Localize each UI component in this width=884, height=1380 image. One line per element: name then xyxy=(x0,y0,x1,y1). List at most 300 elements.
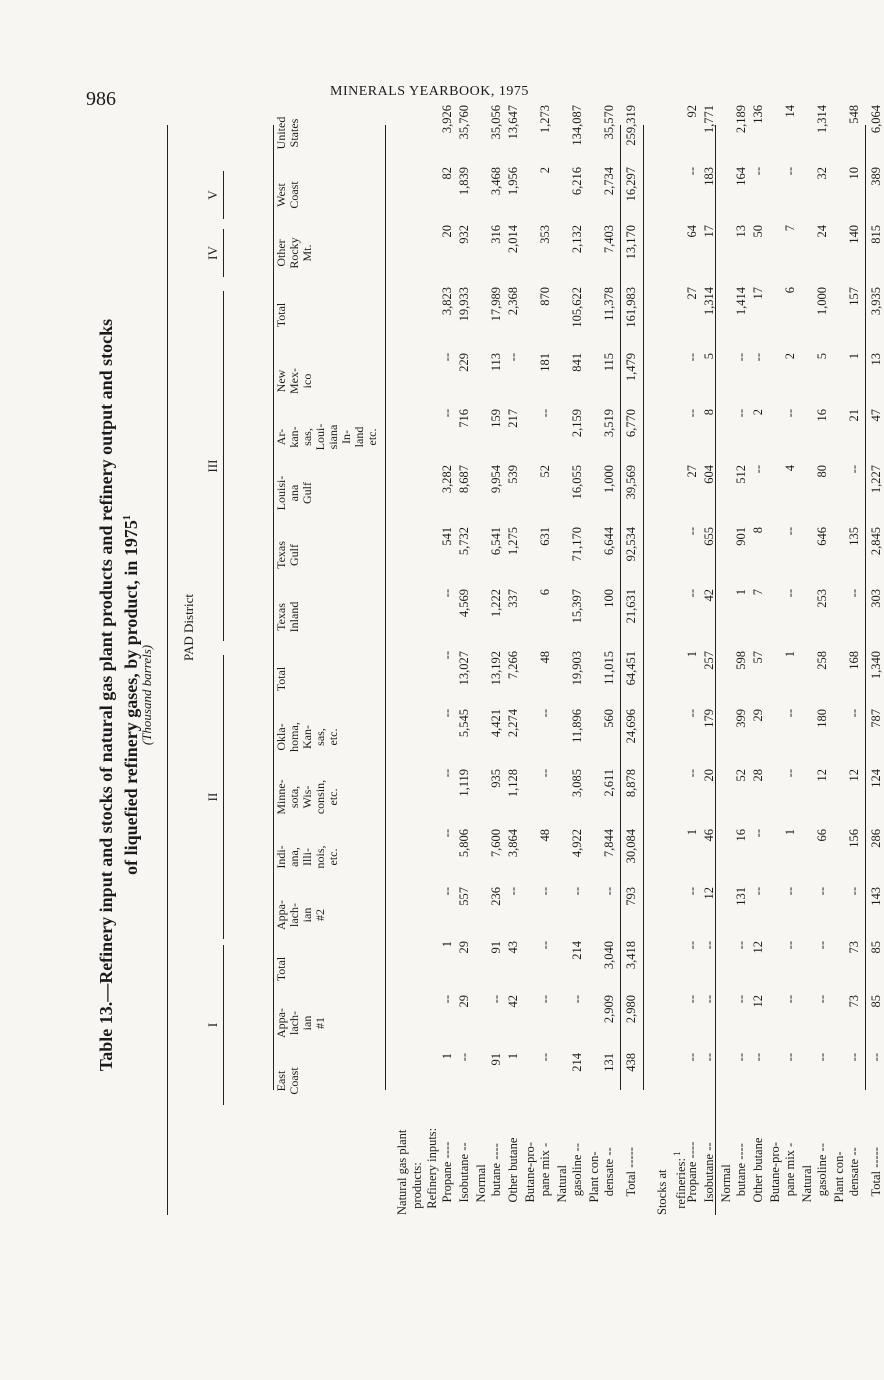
table-row-cell: 42 xyxy=(506,995,520,1008)
table-row-cell: 12 xyxy=(815,769,829,782)
table-row-cell: 1 xyxy=(734,589,748,596)
table-row-cell: 2,909 xyxy=(602,995,616,1024)
table-row-cell: 28 xyxy=(751,769,765,782)
table-row-cell: 229 xyxy=(457,353,471,372)
table-row-cell: -- xyxy=(847,887,861,896)
table-row-cell: 20 xyxy=(440,225,454,238)
table-row-cell: 3,468 xyxy=(489,167,503,196)
table-row-cell: 2,132 xyxy=(570,225,584,254)
table-row-cell: 52 xyxy=(734,769,748,782)
table-row-cell: 2,734 xyxy=(602,167,616,196)
table-row-cell: 16 xyxy=(734,829,748,842)
column-header: Okla- homa, Kan- sas, etc. xyxy=(274,722,340,752)
table-row-cell: 181 xyxy=(538,353,552,372)
table-row-cell: 1,414 xyxy=(734,287,748,316)
table-row-cell: -- xyxy=(751,887,765,896)
table-row-cell: -- xyxy=(440,353,454,362)
total-rule-1 xyxy=(620,125,621,1090)
table-row-cell: 57 xyxy=(751,651,765,664)
table-row-cell: 548 xyxy=(847,105,861,124)
table-row-cell: 7,403 xyxy=(602,225,616,254)
table-row-cell: -- xyxy=(815,941,829,950)
table-row-cell: -- xyxy=(702,941,716,950)
table-row-cell: -- xyxy=(538,409,552,418)
column-header: East Coast xyxy=(274,1067,301,1095)
table-row-cell: 8 xyxy=(751,527,765,534)
table-row-cell: 236 xyxy=(489,887,503,906)
table-row-cell: 337 xyxy=(506,589,520,608)
table-row-cell: -- xyxy=(506,353,520,362)
table-row-cell: 12 xyxy=(702,887,716,900)
total-row-cell: 259,319 xyxy=(624,105,638,146)
table-row-cell: 135 xyxy=(847,527,861,546)
total-row-cell: 13,170 xyxy=(624,225,638,260)
table-row-cell: -- xyxy=(685,167,699,176)
table-row-cell: 17,989 xyxy=(489,287,503,322)
table-row-cell: 12 xyxy=(847,769,861,782)
column-header: West Coast xyxy=(274,181,301,209)
total-row-cell: 143 xyxy=(869,887,883,906)
table-row-cell: 4 xyxy=(783,465,797,472)
pad-district-header: PAD District xyxy=(181,593,196,662)
table-row-cell: -- xyxy=(783,769,797,778)
table-row-cell: 1 xyxy=(440,941,454,948)
table-row-cell: 598 xyxy=(734,651,748,670)
table-row-cell: -- xyxy=(783,995,797,1004)
table-row-cell: -- xyxy=(440,409,454,418)
column-header: Total xyxy=(274,956,288,982)
title-footnote-mark: 1 xyxy=(122,515,133,521)
table-row-cell: 113 xyxy=(489,353,503,372)
table-row-cell: 1,839 xyxy=(457,167,471,196)
table-row-cell: -- xyxy=(538,1053,552,1062)
row-label: densate -- xyxy=(602,1147,616,1215)
table-row-cell: 180 xyxy=(815,709,829,728)
table-row-cell: 13,027 xyxy=(457,651,471,686)
total-rule-1b xyxy=(643,125,644,1090)
table-row-cell: 1,314 xyxy=(702,287,716,316)
table-row-cell: -- xyxy=(685,941,699,950)
table-row-cell: -- xyxy=(538,709,552,718)
table-row-cell: 214 xyxy=(570,941,584,960)
table-row-cell: -- xyxy=(783,1053,797,1062)
table-row-cell: -- xyxy=(734,409,748,418)
table-row-cell: 48 xyxy=(538,651,552,664)
table-row-cell: 11,896 xyxy=(570,709,584,743)
table-row-cell: -- xyxy=(440,651,454,660)
table-row-cell: -- xyxy=(751,353,765,362)
row-label: pane mix - xyxy=(538,1142,552,1215)
table-row-cell: 179 xyxy=(702,709,716,728)
table-row-cell: 539 xyxy=(506,465,520,484)
table-row-cell: 7,266 xyxy=(506,651,520,680)
table-row-cell: 105,622 xyxy=(570,287,584,328)
table-row-cell: 29 xyxy=(751,709,765,722)
table-row-cell: 136 xyxy=(751,105,765,124)
total-row-cell: 2,980 xyxy=(624,995,638,1024)
column-header: United States xyxy=(274,116,301,150)
table-row-cell: 7 xyxy=(751,589,765,596)
table-row-cell: 716 xyxy=(457,409,471,428)
table-row-cell: 604 xyxy=(702,465,716,484)
total-row-cell: 92,534 xyxy=(624,527,638,562)
table-row-cell: 140 xyxy=(847,225,861,244)
table-row-cell: 1,275 xyxy=(506,527,520,556)
table-row-cell: -- xyxy=(847,709,861,718)
row-label: Butane-pro- xyxy=(523,1142,537,1215)
table-row-cell: 257 xyxy=(702,651,716,670)
table-row-cell: 5 xyxy=(815,353,829,360)
table-row-cell: 1,956 xyxy=(506,167,520,196)
table-row-cell: 1,314 xyxy=(815,105,829,134)
table-row-cell: 71,170 xyxy=(570,527,584,562)
table-row-cell: 3,926 xyxy=(440,105,454,134)
table-title xyxy=(95,125,142,1265)
table-row-cell: 1 xyxy=(685,829,699,836)
table-row-cell: 3,085 xyxy=(570,769,584,798)
table-row-cell: 134,087 xyxy=(570,105,584,146)
row-label: Natural xyxy=(555,1165,569,1215)
column-header: Minne- sota, Wis- consin, etc. xyxy=(274,779,340,815)
table-row-cell: 35,570 xyxy=(602,105,616,140)
table-row-cell: 870 xyxy=(538,287,552,306)
total-row-cell: 64,451 xyxy=(624,651,638,686)
table-row-cell: -- xyxy=(440,887,454,896)
table-row-cell: -- xyxy=(847,589,861,598)
district-rule-1 xyxy=(223,945,224,1105)
table-row-cell: 48 xyxy=(538,829,552,842)
table-row-cell: 32 xyxy=(815,167,829,180)
table-row-cell: -- xyxy=(734,1053,748,1062)
table-row-cell: 1,000 xyxy=(602,465,616,494)
table-row-cell: 13,647 xyxy=(506,105,520,140)
table-row-cell: -- xyxy=(734,995,748,1004)
row-label: Isobutane -- xyxy=(457,1142,471,1215)
table-row-cell: 8 xyxy=(702,409,716,416)
table-row-cell: 131 xyxy=(602,1053,616,1072)
total-row-cell: 1,479 xyxy=(624,353,638,382)
total-row-cell: 2,845 xyxy=(869,527,883,556)
total-row-cell: 6,064 xyxy=(869,105,883,134)
column-header: Ar- kan- sas, Loui- siana In- land etc. xyxy=(274,423,379,451)
table-row-cell: -- xyxy=(489,995,503,1004)
table-row-cell: -- xyxy=(815,995,829,1004)
table-row-cell: 399 xyxy=(734,709,748,728)
table-row-cell: 1,128 xyxy=(506,769,520,798)
column-header: New Mex- ico xyxy=(274,368,314,394)
total-row-cell: 815 xyxy=(869,225,883,244)
table-row-cell: 2,189 xyxy=(734,105,748,134)
table-row-cell: 560 xyxy=(602,709,616,728)
row-label: Normal xyxy=(719,1164,733,1215)
table-row-cell: 932 xyxy=(457,225,471,244)
table-row-cell: -- xyxy=(783,589,797,598)
table-row-cell: 2,159 xyxy=(570,409,584,438)
top-rule xyxy=(167,125,168,1215)
district-label-3: III xyxy=(205,459,220,473)
table-row-cell: -- xyxy=(506,887,520,896)
district-label-4: IV xyxy=(205,246,220,260)
total-row-cell: 85 xyxy=(869,941,883,954)
table-row-cell: 7,844 xyxy=(602,829,616,858)
total-row-cell: 24,696 xyxy=(624,709,638,744)
table-row-cell: 1,000 xyxy=(815,287,829,316)
total-row-cell: 47 xyxy=(869,409,883,422)
total-row-cell: 39,569 xyxy=(624,465,638,500)
page-number: 986 xyxy=(86,88,116,110)
table-row-cell: 19,903 xyxy=(570,651,584,686)
district-rule-5 xyxy=(223,171,224,219)
table-row-cell: 258 xyxy=(815,651,829,670)
table-row-cell: 6 xyxy=(538,589,552,596)
total-rule-2 xyxy=(865,125,866,1090)
table-row-cell: 1 xyxy=(440,1053,454,1060)
table-row-cell: -- xyxy=(685,589,699,598)
total-row-cell: 8,878 xyxy=(624,769,638,798)
table-row-cell: -- xyxy=(751,167,765,176)
table-row-cell: 91 xyxy=(489,941,503,954)
table-row-cell: 214 xyxy=(570,1053,584,1072)
total-row-cell: 30,084 xyxy=(624,829,638,864)
table-row-cell: 157 xyxy=(847,287,861,306)
table-row-cell: 6,644 xyxy=(602,527,616,556)
table-row-cell: -- xyxy=(751,465,765,474)
table-row-cell: 557 xyxy=(457,887,471,906)
table-row-cell: 92 xyxy=(685,105,699,118)
table-row-cell: 646 xyxy=(815,527,829,546)
table-row-cell: 15,397 xyxy=(570,589,584,624)
table-row-cell: 3,040 xyxy=(602,941,616,970)
table-row-cell: 66 xyxy=(815,829,829,842)
table-row-cell: 27 xyxy=(685,465,699,478)
table-row-cell: 512 xyxy=(734,465,748,484)
table-row-cell: 3,519 xyxy=(602,409,616,438)
column-header: Indi- ana, Illi- nois, etc. xyxy=(274,845,340,869)
total-label: Total ----- xyxy=(624,1147,638,1215)
table-row-cell: 1,771 xyxy=(702,105,716,134)
row-label: Plant con- xyxy=(587,1151,601,1215)
total-row-cell: 6,770 xyxy=(624,409,638,438)
table-row-cell: 7 xyxy=(783,225,797,232)
total-row-cell: 1,227 xyxy=(869,465,883,494)
row-label: Plant con- xyxy=(832,1151,846,1215)
table-row-cell: 6,216 xyxy=(570,167,584,196)
district-rule-2 xyxy=(223,655,224,939)
row-label: densate -- xyxy=(847,1147,861,1215)
table-row-cell: -- xyxy=(783,409,797,418)
table-row-cell: 3,823 xyxy=(440,287,454,316)
section-heading: Refinery inputs: xyxy=(425,1127,439,1215)
table-row-cell: 2 xyxy=(538,167,552,174)
table-row-cell: 631 xyxy=(538,527,552,546)
table-row-cell: 73 xyxy=(847,995,861,1008)
table-row-cell: 1 xyxy=(783,651,797,658)
table-row-cell: 1,273 xyxy=(538,105,552,134)
table-row-cell: 91 xyxy=(489,1053,503,1066)
total-row-cell: 438 xyxy=(624,1053,638,1072)
row-label: Propane ---- xyxy=(440,1141,454,1215)
rotated-table xyxy=(95,105,883,1265)
total-row-cell: 161,983 xyxy=(624,287,638,328)
table-row-cell: 159 xyxy=(489,409,503,428)
section-heading: products: xyxy=(410,1162,424,1215)
table-row-cell: 4,922 xyxy=(570,829,584,858)
table-row-cell: -- xyxy=(685,409,699,418)
row-label: Butane-pro- xyxy=(768,1142,782,1215)
table-row-cell: 13 xyxy=(734,225,748,238)
table-row-cell: -- xyxy=(685,709,699,718)
table-row-cell: 2 xyxy=(783,353,797,360)
table-row-cell: 35,056 xyxy=(489,105,503,140)
table-row-cell: 2,611 xyxy=(602,769,616,797)
table-row-cell: 29 xyxy=(457,941,471,954)
table-row-cell: 156 xyxy=(847,829,861,848)
total-row-cell: 13 xyxy=(869,353,883,366)
table-row-cell: 8,687 xyxy=(457,465,471,494)
total-label: Total ----- xyxy=(869,1147,883,1215)
table-row-cell: -- xyxy=(538,941,552,950)
table-row-cell: 5,806 xyxy=(457,829,471,858)
table-row-cell: 1 xyxy=(783,829,797,836)
table-row-cell: 13,192 xyxy=(489,651,503,686)
row-label: gasoline -- xyxy=(570,1143,584,1215)
table-row-cell: 24 xyxy=(815,225,829,238)
row-label: Propane ---- xyxy=(685,1141,699,1215)
table-row-cell: -- xyxy=(702,1053,716,1062)
table-row-cell: 841 xyxy=(570,353,584,372)
table-row-cell: 253 xyxy=(815,589,829,608)
table-row-cell: -- xyxy=(538,995,552,1004)
row-label: butane ---- xyxy=(734,1143,748,1215)
table-row-cell: 20 xyxy=(702,769,716,782)
table-row-cell: -- xyxy=(685,769,699,778)
table-row-cell: -- xyxy=(783,941,797,950)
table-row-cell: -- xyxy=(685,887,699,896)
column-header: Texas Inland xyxy=(274,601,301,633)
table-row-cell: 12 xyxy=(751,995,765,1008)
table-row-cell: 316 xyxy=(489,225,503,244)
total-row-cell: 389 xyxy=(869,167,883,186)
table-row-cell: 1 xyxy=(685,651,699,658)
district-label-2: II xyxy=(205,792,220,802)
table-row-cell: -- xyxy=(538,769,552,778)
table-row-cell: 901 xyxy=(734,527,748,546)
column-header: Texas Gulf xyxy=(274,541,301,569)
table-row-cell: 16 xyxy=(815,409,829,422)
table-row-cell: -- xyxy=(457,1053,471,1062)
column-header: Total xyxy=(274,302,288,328)
total-row-cell: 3,935 xyxy=(869,287,883,316)
table-row-cell: -- xyxy=(685,527,699,536)
table-row-cell: 2,014 xyxy=(506,225,520,254)
total-row-cell: 1,340 xyxy=(869,651,883,680)
column-header: Appa- lach- ian #1 xyxy=(274,1008,327,1038)
table-row-cell: 115 xyxy=(602,353,616,372)
table-row-cell: 1 xyxy=(847,353,861,360)
table-row-cell: 1,222 xyxy=(489,589,503,618)
table-row-cell: 1,119 xyxy=(457,769,471,797)
total-row-cell: 787 xyxy=(869,709,883,728)
table-row-cell: 27 xyxy=(685,287,699,300)
table-row-cell: -- xyxy=(751,1053,765,1062)
table-row-cell: 4,421 xyxy=(489,709,503,738)
column-header: Other Rocky Mt. xyxy=(274,237,314,269)
table-row-cell: 19,933 xyxy=(457,287,471,322)
table-row-cell: -- xyxy=(685,1053,699,1062)
table-row-cell: -- xyxy=(570,995,584,1004)
column-header: Appa- lach- ian #2 xyxy=(274,900,327,930)
table-row-cell: 655 xyxy=(702,527,716,546)
table-row-cell: 7,600 xyxy=(489,829,503,858)
table-row-cell: 52 xyxy=(538,465,552,478)
district-rule-3 xyxy=(223,291,224,641)
section-heading: Natural gas plant xyxy=(395,1129,409,1215)
table-row-cell: 131 xyxy=(734,887,748,906)
table-row-cell: 353 xyxy=(538,225,552,244)
total-row-cell: 303 xyxy=(869,589,883,608)
total-row-cell: 124 xyxy=(869,769,883,788)
district-label-5: V xyxy=(205,190,220,200)
table-row-cell: 5 xyxy=(702,353,716,360)
running-head: MINERALS YEARBOOK, 1975 xyxy=(330,84,529,99)
table-row-cell: -- xyxy=(847,1053,861,1062)
table-row-cell: 10 xyxy=(847,167,861,180)
table-row-cell: -- xyxy=(570,887,584,896)
table-row-cell: -- xyxy=(538,887,552,896)
table-row-cell: 17 xyxy=(702,225,716,238)
row-label: Natural xyxy=(800,1165,814,1215)
table-row-cell: 14 xyxy=(783,105,797,118)
total-row-cell: 286 xyxy=(869,829,883,848)
table-row-cell: 50 xyxy=(751,225,765,238)
table-row-cell: 164 xyxy=(734,167,748,186)
table-row-cell: 9,954 xyxy=(489,465,503,494)
table-row-cell: 935 xyxy=(489,769,503,788)
table-row-cell: -- xyxy=(783,167,797,176)
table-row-cell: -- xyxy=(734,941,748,950)
section-heading: refineries: $^1$ xyxy=(672,1151,689,1215)
header-rule xyxy=(385,125,386,1090)
table-row-cell: -- xyxy=(751,829,765,838)
table-row-cell: -- xyxy=(815,1053,829,1062)
total-row-cell: 793 xyxy=(624,887,638,906)
row-label: Other butane xyxy=(506,1137,520,1215)
table-row-cell: -- xyxy=(783,887,797,896)
table-row-cell: -- xyxy=(783,527,797,536)
total-row-cell: 16,297 xyxy=(624,167,638,202)
table-row-cell: 6 xyxy=(783,287,797,294)
table-row-cell: 6,541 xyxy=(489,527,503,556)
table-row-cell: 2,368 xyxy=(506,287,520,316)
table-row-cell: 17 xyxy=(751,287,765,300)
table-row-cell: 1 xyxy=(506,1053,520,1060)
total-row-cell: 21,631 xyxy=(624,589,638,624)
section-heading: Stocks at xyxy=(655,1169,669,1215)
row-label: pane mix - xyxy=(783,1142,797,1215)
table-row-cell: 168 xyxy=(847,651,861,670)
table-title-line2: of liquefied refinery gases, by product, in 1975 xyxy=(121,520,141,875)
table-row-cell: -- xyxy=(685,353,699,362)
table-row-cell: 73 xyxy=(847,941,861,954)
table-row-cell: -- xyxy=(440,995,454,1004)
table-row-cell: 46 xyxy=(702,829,716,842)
table-row-cell: -- xyxy=(702,995,716,1004)
total-row-cell: 85 xyxy=(869,995,883,1008)
table-row-cell: 80 xyxy=(815,465,829,478)
district-rule-4 xyxy=(223,229,224,277)
table-row-cell: -- xyxy=(602,887,616,896)
table-row-cell: -- xyxy=(734,353,748,362)
